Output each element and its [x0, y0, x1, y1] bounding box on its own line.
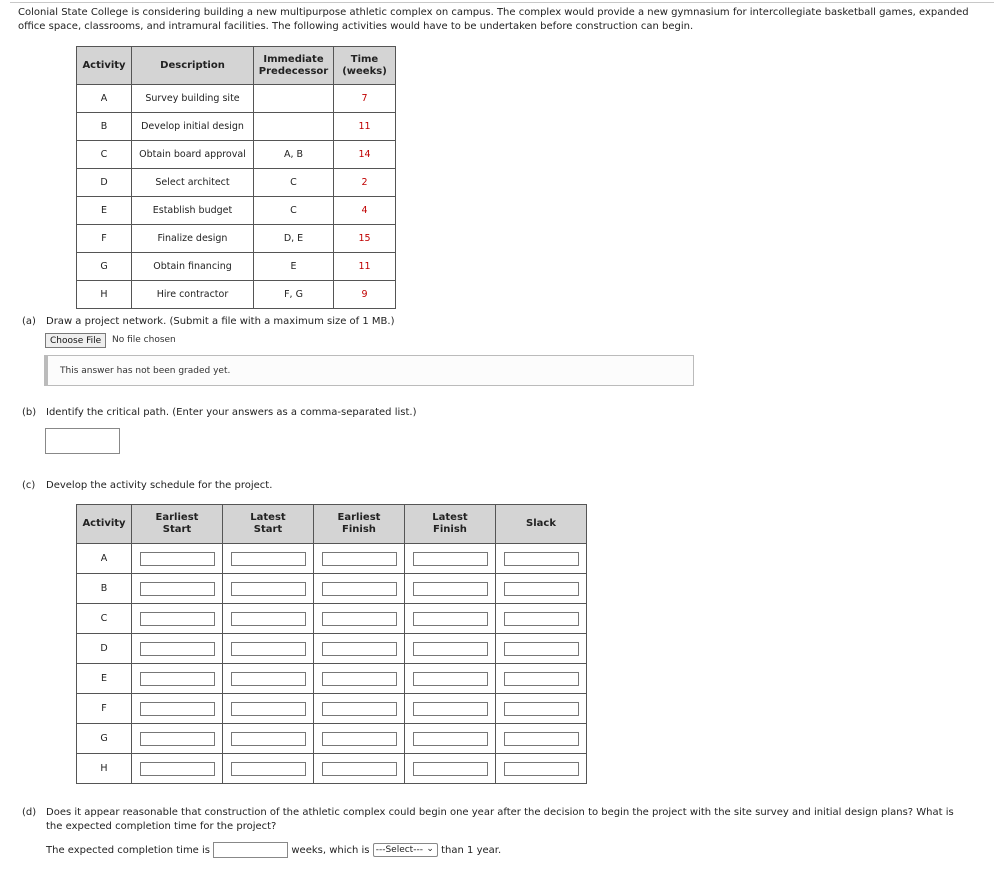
- activity-cell: C: [77, 604, 132, 634]
- predecessor-cell: A, B: [254, 141, 334, 169]
- choose-file-button[interactable]: Choose File: [45, 333, 106, 348]
- critical-path-input[interactable]: [45, 428, 120, 454]
- comparison-select[interactable]: ---Select--- ⌄: [373, 843, 438, 857]
- header-latest-start: Latest Start: [223, 505, 314, 544]
- table-row: [77, 724, 587, 754]
- earliest-finish-input[interactable]: [322, 612, 397, 626]
- earliest-finish-input[interactable]: [322, 762, 397, 776]
- latest-finish-input[interactable]: [413, 582, 488, 596]
- activity-cell: G: [77, 724, 132, 754]
- table-row: [77, 281, 396, 309]
- slack-input[interactable]: [504, 702, 579, 716]
- activity-cell: A: [77, 544, 132, 574]
- activity-cell: E: [77, 664, 132, 694]
- latest-finish-input[interactable]: [413, 642, 488, 656]
- slack-input[interactable]: [504, 552, 579, 566]
- latest-start-input[interactable]: [231, 642, 306, 656]
- table-row: [77, 694, 587, 724]
- earliest-finish-input[interactable]: [322, 552, 397, 566]
- problem-intro: Colonial State College is considering building a new multipurpose athletic complex on campus. The complex would provide a new gymnasium for intercollegiate basketball games, expanded office space, classrooms, and intramural facilities. The following activities would have to be undertaken before construction can begin.: [18, 7, 969, 32]
- earliest-finish-input[interactable]: [322, 702, 397, 716]
- latest-start-input[interactable]: [231, 612, 306, 626]
- latest-start-input[interactable]: [231, 762, 306, 776]
- table-row: [77, 197, 396, 225]
- description-cell: Obtain board approval: [132, 141, 254, 169]
- table-row: [77, 604, 587, 634]
- predecessor-cell: [254, 113, 334, 141]
- time-cell: 15: [334, 225, 396, 253]
- completion-time-input[interactable]: [213, 842, 288, 858]
- earliest-start-input[interactable]: [140, 612, 215, 626]
- description-cell: Develop initial design: [132, 113, 254, 141]
- header-slack: Slack: [496, 505, 587, 544]
- description-cell: Establish budget: [132, 197, 254, 225]
- header-earliest-start: Earliest Start: [132, 505, 223, 544]
- time-cell: 9: [334, 281, 396, 309]
- activity-cell: G: [77, 253, 132, 281]
- slack-input[interactable]: [504, 672, 579, 686]
- time-cell: 14: [334, 141, 396, 169]
- part-d-answer-line: The expected completion time is weeks, which is ---Select--- ⌄ than 1 year.: [46, 844, 502, 856]
- time-cell: 11: [334, 253, 396, 281]
- predecessor-cell: F, G: [254, 281, 334, 309]
- table-row: [77, 634, 587, 664]
- table-row: [77, 225, 396, 253]
- activity-cell: B: [77, 574, 132, 604]
- earliest-finish-input[interactable]: [322, 582, 397, 596]
- table-row: [77, 754, 587, 784]
- activity-cell: F: [77, 694, 132, 724]
- slack-input[interactable]: [504, 612, 579, 626]
- header-activity: Activity: [77, 47, 132, 85]
- activity-cell: F: [77, 225, 132, 253]
- activity-table-header: [77, 47, 396, 85]
- activity-cell: H: [77, 281, 132, 309]
- part-a-question: (a) Draw a project network. (Submit a file with a maximum size of 1 MB.): [22, 316, 395, 327]
- table-row: [77, 253, 396, 281]
- slack-input[interactable]: [504, 732, 579, 746]
- part-c-question: (c) Develop the activity schedule for the project.: [22, 480, 273, 491]
- table-row: [77, 169, 396, 197]
- header-activity: Activity: [77, 505, 132, 544]
- predecessor-cell: E: [254, 253, 334, 281]
- latest-start-input[interactable]: [231, 672, 306, 686]
- latest-finish-input[interactable]: [413, 732, 488, 746]
- description-cell: Select architect: [132, 169, 254, 197]
- part-b-question: (b) Identify the critical path. (Enter your answers as a comma-separated list.): [22, 407, 417, 418]
- time-cell: 4: [334, 197, 396, 225]
- activity-cell: C: [77, 141, 132, 169]
- predecessor-cell: C: [254, 197, 334, 225]
- latest-start-input[interactable]: [231, 552, 306, 566]
- schedule-table: [76, 504, 587, 784]
- predecessor-cell: C: [254, 169, 334, 197]
- latest-start-input[interactable]: [231, 582, 306, 596]
- earliest-start-input[interactable]: [140, 732, 215, 746]
- latest-finish-input[interactable]: [413, 702, 488, 716]
- earliest-start-input[interactable]: [140, 642, 215, 656]
- description-cell: Obtain financing: [132, 253, 254, 281]
- earliest-finish-input[interactable]: [322, 732, 397, 746]
- file-status: No file chosen: [112, 335, 176, 345]
- grading-status-text: This answer has not been graded yet.: [60, 366, 231, 376]
- time-cell: 2: [334, 169, 396, 197]
- header-predecessor: Immediate Predecessor: [254, 47, 334, 85]
- header-earliest-finish: Earliest Finish: [314, 505, 405, 544]
- activity-cell: D: [77, 169, 132, 197]
- top-divider: [10, 2, 994, 3]
- description-cell: Hire contractor: [132, 281, 254, 309]
- earliest-start-input[interactable]: [140, 702, 215, 716]
- header-time: Time (weeks): [334, 47, 396, 85]
- slack-input[interactable]: [504, 762, 579, 776]
- table-row: [77, 664, 587, 694]
- latest-finish-input[interactable]: [413, 762, 488, 776]
- chevron-down-icon: ⌄: [426, 844, 434, 854]
- earliest-start-input[interactable]: [140, 582, 215, 596]
- schedule-table-header: [77, 505, 587, 544]
- table-row: [77, 574, 587, 604]
- time-cell: 11: [334, 113, 396, 141]
- earliest-start-input[interactable]: [140, 552, 215, 566]
- slack-input[interactable]: [504, 642, 579, 656]
- grading-status-box: [44, 355, 694, 386]
- activity-cell: D: [77, 634, 132, 664]
- earliest-finish-input[interactable]: [322, 672, 397, 686]
- table-row: [77, 141, 396, 169]
- activity-cell: H: [77, 754, 132, 784]
- latest-finish-input[interactable]: [413, 552, 488, 566]
- table-row: [77, 544, 587, 574]
- part-d-question: (d) Does it appear reasonable that construction of the athletic complex could begin one year after the decision to begin the project with the site survey and initial design plans? What is the expected completion time for the project?: [22, 807, 954, 832]
- description-cell: Finalize design: [132, 225, 254, 253]
- header-latest-finish: Latest Finish: [405, 505, 496, 544]
- description-cell: Survey building site: [132, 85, 254, 113]
- header-description: Description: [132, 47, 254, 85]
- latest-finish-input[interactable]: [413, 672, 488, 686]
- activity-cell: A: [77, 85, 132, 113]
- earliest-finish-input[interactable]: [322, 642, 397, 656]
- predecessor-cell: D, E: [254, 225, 334, 253]
- latest-start-input[interactable]: [231, 702, 306, 716]
- activity-table: [76, 46, 396, 309]
- latest-start-input[interactable]: [231, 732, 306, 746]
- table-row: [77, 85, 396, 113]
- slack-input[interactable]: [504, 582, 579, 596]
- time-cell: 7: [334, 85, 396, 113]
- activity-cell: B: [77, 113, 132, 141]
- latest-finish-input[interactable]: [413, 612, 488, 626]
- predecessor-cell: [254, 85, 334, 113]
- activity-cell: E: [77, 197, 132, 225]
- table-row: [77, 113, 396, 141]
- earliest-start-input[interactable]: [140, 762, 215, 776]
- earliest-start-input[interactable]: [140, 672, 215, 686]
